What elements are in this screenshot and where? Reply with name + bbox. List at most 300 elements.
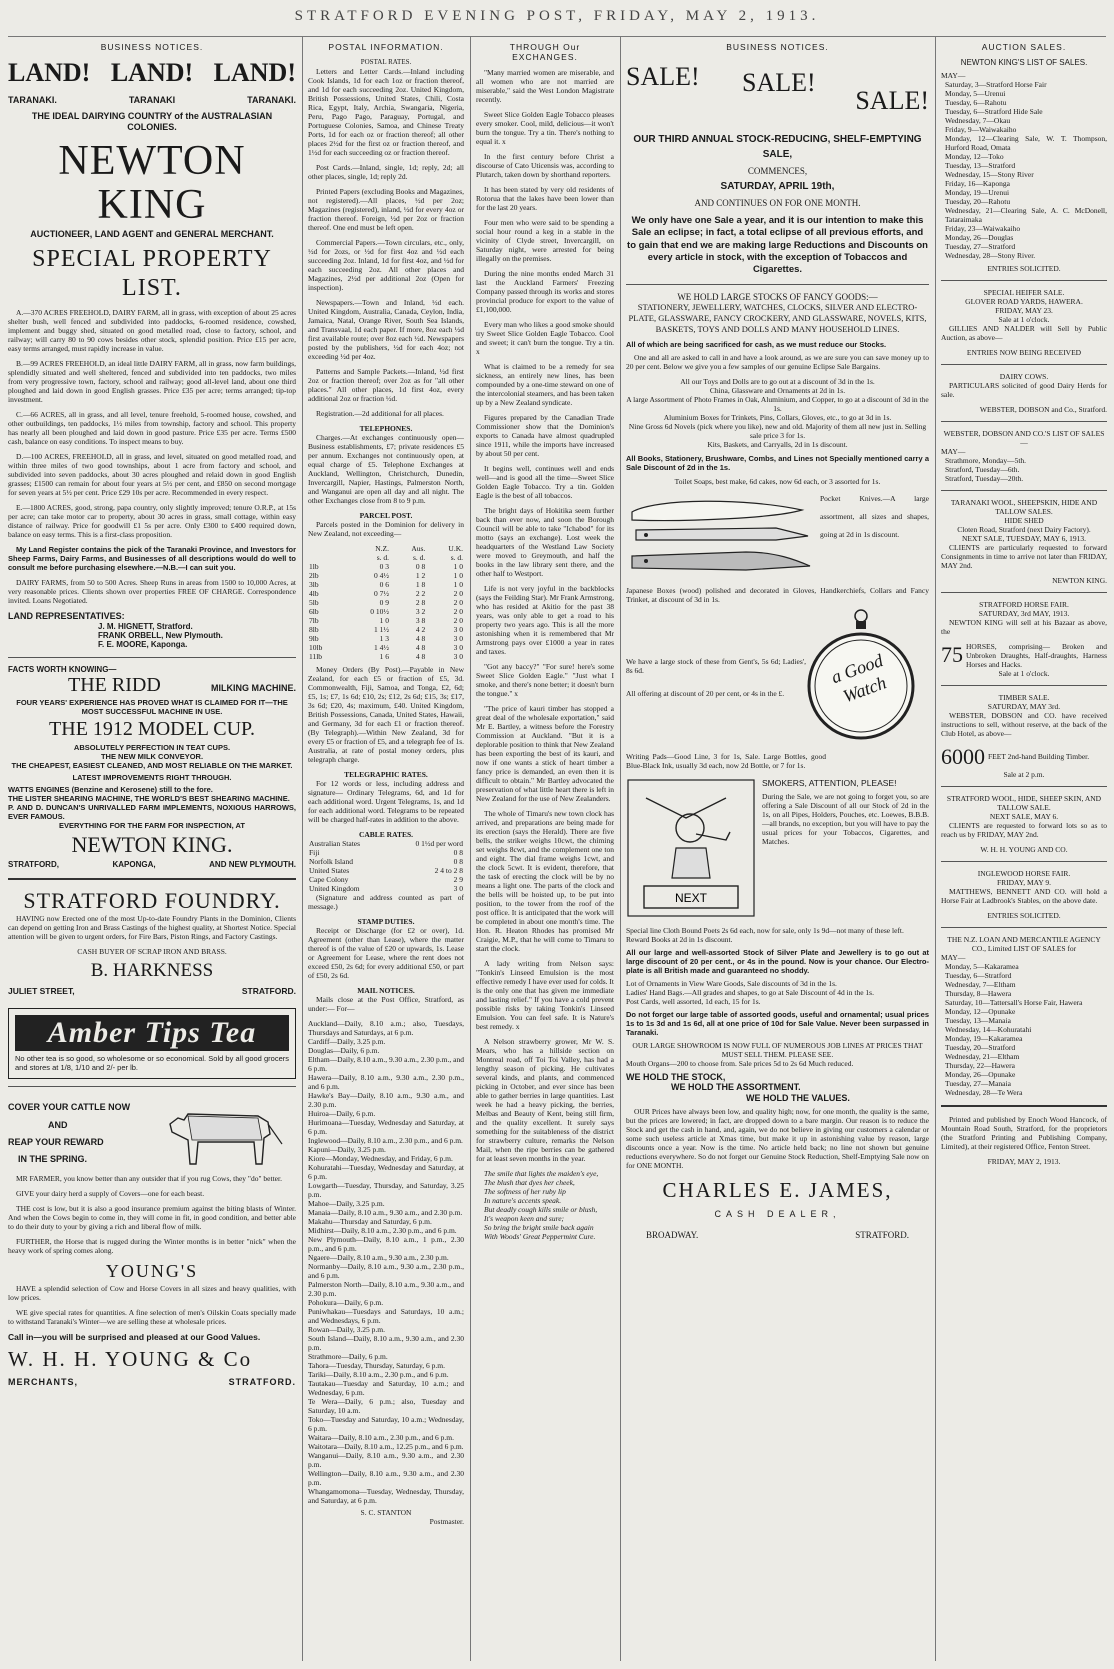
poem-line: It's weapon keen and sure; xyxy=(484,1214,565,1224)
knives-ad xyxy=(626,490,929,582)
list-item: Manaia—Daily, 8.10 a.m., 9.30 a.m., and 2.30 p.m. xyxy=(308,1207,463,1217)
property-item: A.—370 ACRES FREEHOLD, DAIRY FARM, all in grass, with exception of about 25 acres shelter bush, well fenced and subdivided into paddocks, 6-roomed residence, cowshed, implement and buggy shed, situated on good metalled road, close to factory, school, and railway; will carry 80 to 90 cows besides other stock, splendid position. Price £15 per acre, easy terms arranged, must rapidly increase in value. xyxy=(8,307,296,353)
taranaki-word: TARANAKI xyxy=(128,94,176,105)
list-item: Mahoe—Daily, 3.25 p.m. xyxy=(308,1198,385,1208)
news-item: What is claimed to be a remedy for sea sickness, an entirely new lines, has been compounded by a one-time steward on one of the intercolonial steamers, and has been taken up by a New Zealand syndicate. xyxy=(476,362,614,408)
newton-king-2: NEWTON KING. xyxy=(71,832,233,858)
list-item: Saturday, 10—Tattersall's Horse Fair, Hawera xyxy=(945,998,1083,1008)
reps-list xyxy=(8,622,296,650)
perfection: ABSOLUTELY PERFECTION IN TEAT CUPS. xyxy=(73,743,231,753)
smokers-text-block xyxy=(756,778,929,918)
mouth-organs: Mouth Organs—200 to choose from. Sale prices 5d to 2s 6d Much reduced. xyxy=(626,1058,854,1068)
poem xyxy=(476,1169,614,1241)
list-item: Stratford, Tuesday—6th. xyxy=(945,464,1020,474)
list-item: All our Toys and Dolls are to go out at a discount of 3d in the 1s. xyxy=(680,376,875,386)
parcel-heading: PARCEL POST. xyxy=(359,510,413,520)
table-row: 1lb 0 3 0 8 1 0 xyxy=(309,561,463,571)
duncan: P. AND D. DUNCAN'S UNRIVALLED FARM IMPLEMENTS, NOXIOUS HARROWS, EVER FAMOUS. xyxy=(8,803,296,822)
entries-solicited: ENTRIES SOLICITED. xyxy=(987,263,1061,273)
column-heading: POSTAL INFORMATION. xyxy=(328,42,444,52)
column-heading: THROUGH Our EXCHANGES. xyxy=(509,42,581,63)
list-item: Nine Gross 6d Novels (pick where you like), new and old. Majority of them all new just in. Selling sale price 3 for 1s. xyxy=(628,421,927,440)
list-item: Tuesday, 27—Manaia xyxy=(945,1079,1011,1089)
list-item: Cardiff—Daily, 3.25 p.m. xyxy=(308,1036,386,1046)
news-item: Figures prepared by the Canadian Trade Commissioner show that the Dominion's exports to Canada have almost quadrupled since 1911, while the imports have increased by about 50 per cent. xyxy=(476,413,614,459)
sale-word: SALE! xyxy=(855,86,929,116)
poem-line: In nature's accents speak. xyxy=(484,1196,562,1206)
list-item: Tautakau—Tuesday and Saturday, 10 a.m.; and Wednesday, 6 p.m. xyxy=(308,1378,464,1397)
third-annual: OUR THIRD ANNUAL STOCK-REDUCING, SHELF-EMPTYING SALE, xyxy=(633,134,922,161)
list-item: Waitotara—Daily, 8.10 a.m., 12.25 p.m., and 6 p.m. xyxy=(308,1441,464,1451)
property-item: D.—100 ACRES, FREEHOLD, all in grass, and level, situated on good metalled road, and within three miles of two good townships, about 1 acre from factory and school, and subdivided into seven paddocks, about 30 acres ploughed and relaid down in good English grasses; £1500 can remain for about four years at 5½ per cent, and £850 on second mortgage for seven years at 5½ per cent. Price £29 10s per acre. Recommended in every respect. xyxy=(8,451,296,497)
harkness: B. HARKNESS xyxy=(90,959,214,981)
list-item: A large Assortment of Photo Frames in Oak, Aluminium, and Copper, to go at a discount of 3d in the 1s. xyxy=(626,394,929,413)
taranaki-row xyxy=(8,95,296,106)
list-item: Huiroa—Daily, 6 p.m. xyxy=(308,1108,376,1118)
list-item: Rowan—Daily, 3.25 p.m. xyxy=(308,1324,386,1334)
poem-line: With Woods' Great Peppermint Cure. xyxy=(484,1232,596,1242)
poem-line: But deadly cough kills smile or blush, xyxy=(484,1205,598,1215)
table-row: 10lb 1 4½ 4 8 3 0 xyxy=(309,642,463,652)
cash-dealer: CASH DEALER, xyxy=(714,1209,841,1220)
list-item: Wednesday, 21—Eltham xyxy=(945,1052,1020,1062)
postmaster-sig: S. C. STANTON xyxy=(360,1507,412,1517)
youngs-title: YOUNG'S xyxy=(105,1260,199,1281)
ridd-title: THE RIDD xyxy=(68,674,161,697)
money-orders: Money Orders (By Post).—Payable in New Zealand, for each £5 or fraction of £5, 3d. Commonwealth, Fiji, Samoa, and Tonga, £2, 6d; £5, 1s; £7, 1s 6d; £10, 2s; £12, 2s 6d; £15, 3s; £17, 3s 6d; £20, 4s; maximum, £40. United Kingdom, British Possessions, Canada, United States, Hawaii, and Germany, 3d for each £1 or fraction thereof. (By Telegraph).—Within New Zealand, 3d for every £5 or fraction of £5, and a telegraph fee of 1s. Australia, at rate of postal money orders, plus telegraph charge. xyxy=(308,664,464,764)
wool-sales: TARANAKI WOOL, SHEEPSKIN, HIDE AND TALLOW SALES. xyxy=(950,497,1098,516)
news-item: Four men who were said to be spending a social hour round a keg in a stable in the vicinity of Clyde street, Invercargill, on Saturday night, were arrested for being illegally on the premises. xyxy=(476,218,614,264)
list-item: Wednesday, 14—Kohuratahi xyxy=(945,1025,1032,1035)
nk-sig: NEWTON KING. xyxy=(1052,575,1107,585)
address-street: JULIET STREET, xyxy=(8,986,75,997)
telegraphic-heading: TELEGRAPHIC RATES. xyxy=(344,769,428,779)
land-word: LAND! xyxy=(213,58,296,88)
list-item: Puniwhakau—Tuesdays and Saturdays, 10 a.m.; and Wednesdays, 6 p.m. xyxy=(308,1306,464,1325)
list-item: Kohuratahi—Tuesday, Wednesday and Saturday, at 6 p.m. xyxy=(308,1162,464,1181)
table-row: Norfolk Island 0 8 xyxy=(309,856,463,866)
forget-table: Do not forget our large table of assorted goods, useful and ornamental; usual prices 1s to 1s 3d and 1s 6d, all at one price of 10d for Sale Value. Never been surpassed in Taranaki. xyxy=(626,1009,929,1037)
list-item: Makahu—Thursday and Saturday, 6 p.m. xyxy=(308,1216,432,1226)
mail-heading: MAIL NOTICES. xyxy=(357,985,415,995)
cheapest: THE CHEAPEST, EASIEST CLEANED, AND MOST RELIABLE ON THE MARKET. xyxy=(11,761,293,771)
news-item: During the nine months ended March 31 last the Auckland Farmers' Freezing Company passed through its works and stores provincial produce for export to the value of £1,100,000. xyxy=(476,269,614,315)
watch-graphic xyxy=(806,608,916,748)
table-row: 5lb 0 9 2 8 2 0 xyxy=(309,597,463,607)
list-item: Wednesday, 7—Okau xyxy=(945,115,1011,125)
table-row: 7lb 1 0 3 8 2 0 xyxy=(309,615,463,625)
list-item: Saturday, 3—Stratford Horse Fair xyxy=(945,79,1047,89)
watch-label: a Good Watch xyxy=(828,649,889,706)
sale-word: SALE! xyxy=(626,62,700,92)
news-item: In the first century before Christ a discourse of Cato Uticensis was, according to Plutarch, taken down by shorthand reporters. xyxy=(476,152,614,180)
column-postal-information xyxy=(308,40,464,1660)
clients-2: CLIENTS are requested to forward lots so as to reach us by FRIDAY, MAY 2nd. xyxy=(941,821,1107,840)
foundry-title: STRATFORD FOUNDRY. xyxy=(23,887,281,913)
friday-23: FRIDAY, MAY 23. xyxy=(995,305,1053,315)
sale-date: SATURDAY, APRIL 19th, xyxy=(720,180,835,192)
dairy-farms: DAIRY FARMS, from 50 to 500 Acres. Sheep Runs in areas from 1500 to 10,000 Acres, at very reasonable prices. Clients shown over properties FREE OF CHARGE. Correspondence invited. Loans Negotiated. xyxy=(8,577,296,605)
nz-loan: THE N.Z. LOAN AND MERCANTILE AGENCY CO., Limited LIST OF SALES for xyxy=(947,935,1101,954)
hold-stocks: WE HOLD LARGE STOCKS OF FANCY GOODS:— xyxy=(677,291,878,302)
special-property-title: SPECIAL PROPERTY LIST. xyxy=(32,246,272,301)
land-register: My Land Register contains the pick of the Taranaki Province, and Investors for Sheep Farms, Dairy Farms, and Businesses of all descriptions would do well to consult me before purchasing elsewhere.—N.B.—I can suit you. xyxy=(8,544,296,572)
list-item: Midhirst—Daily, 8.10 a.m., 2.30 p.m., and 6 p.m. xyxy=(308,1225,457,1235)
table-row: 2lb 0 4½ 1 2 1 0 xyxy=(309,570,463,580)
invite: One and all are asked to call in and have a look around, as we are sure you can save money up to 20 per cent. Below we give you a few samples of our genuine Eclipse Sale Bargains. xyxy=(626,352,929,371)
list-item: Monday, 12—Toko xyxy=(945,151,1004,161)
taranaki-word: TARANAKI. xyxy=(247,94,296,105)
youngs-para: WE give special rates for quantities. A fine selection of men's Oilskin Coats specially made to withstand Taranaki's Winter—we are selling these at wholesale prices. xyxy=(8,1307,296,1326)
smokers-title: SMOKERS, ATTENTION, PLEASE! xyxy=(762,777,897,788)
list-item: Monday, 26—Opunake xyxy=(945,1070,1016,1080)
latest: LATEST IMPROVEMENTS RIGHT THROUGH. xyxy=(72,773,232,783)
feet-text: FEET 2nd-hand Building Timber. xyxy=(988,752,1090,762)
table-row: Australian States 0 1½d per word xyxy=(309,838,463,848)
list-item: Monday, 12—Opunake xyxy=(945,1007,1016,1017)
lister: THE LISTER SHEARING MACHINE, THE WORLD'S BEST SHEARING MACHINE. xyxy=(8,794,290,804)
continues: AND CONTINUES ON FOR ONE MONTH. xyxy=(694,198,861,209)
watch-ad xyxy=(626,608,929,748)
sale-one: Sale at 1 o'clock. xyxy=(998,314,1050,324)
list-item: Tuesday, 20—Stratford xyxy=(945,1043,1016,1053)
ridd-row xyxy=(8,674,296,698)
cover-cattle: COVER YOUR CATTLE NOW AND REAP YOUR REWARD IN THE SPRING. xyxy=(8,1102,131,1164)
list-item: Tuesday, 6—Rahotu xyxy=(945,97,1007,107)
taranaki-word: TARANAKI. xyxy=(8,94,57,105)
property-list xyxy=(8,308,296,539)
land-banner xyxy=(8,58,296,89)
column-heading: BUSINESS NOTICES. xyxy=(100,42,204,52)
rep-name: FRANK ORBELL, New Plymouth. xyxy=(98,630,223,640)
sat-3rd-b: SATURDAY, MAY 3rd. xyxy=(987,701,1061,711)
table-row: Fiji 0 8 xyxy=(309,847,463,857)
gillies-nalder: GILLIES AND NALDER will Sell by Public Auction, as above— xyxy=(941,323,1107,342)
webster-sig: WEBSTER, DOBSON and Co., Stratford. xyxy=(979,404,1107,414)
silver-plate: All our large and well-assorted Stock of Silver Plate and Jewellery is to go out at large discount of 20 per cent., or 4s in the pound. Now is your chance. Our Electro-plate is all British made and guaranteed no shoddy. xyxy=(626,947,929,975)
pocket-knife-icon xyxy=(626,490,816,582)
feet-row xyxy=(941,744,1107,770)
list-item: Hawera—Daily, 8.10 a.m., 9.30 a.m., 2.30 p.m., and 6 p.m. xyxy=(308,1072,464,1091)
list-item: China, Glassware and Ornaments at 2d in 1s. xyxy=(709,385,846,395)
list-item: Tuesday, 27—Stratford xyxy=(945,241,1016,251)
clients-1: CLIENTS are particularly requested to forward Consignments in time to arrive not later than FRIDAY, MAY 2nd. xyxy=(941,542,1107,570)
broadway-row: BROADWAY. STRATFORD. xyxy=(646,1229,909,1240)
table-row: Cape Colony 2 9 xyxy=(309,874,463,884)
telegraphic-text: For 12 words or less, including address and signature— Ordinary Telegrams, 6d, and 1d for each additional word. Urgent Telegrams, 1s, and 1d for each additional word. Telegrams to be repeated will be charged half-rates in addition to the above. xyxy=(308,778,464,824)
poem-line: The smile that lights the maiden's eye, xyxy=(484,1169,599,1179)
news-item: Sweet Slice Golden Eagle Tobacco pleases every smoker. Cool, mild, delicious—it won't burn the tongue. Try a tin. There's nothing to equal it. x xyxy=(476,110,614,147)
table-row: 11lb 1 6 4 8 3 0 xyxy=(309,651,463,661)
rep-name: F. E. MOORE, Kaponga. xyxy=(98,640,188,650)
youngs-para: HAVE a splendid selection of Cow and Horse Covers in all sizes and heavy qualities, with low prices. xyxy=(8,1283,296,1302)
news-item: The bright days of Hokitika seem further back than ever now, and soon the Borough Council will be able to take "Ichabod" for its motto (says an exchange). Lost week the headquarters of the Westland Law Society were moved to Greymouth, and half the books in the law library sent there, and the other half to Westport. xyxy=(476,506,614,579)
nk-bazaar: NEWTON KING will sell at his Bazaar as above, the xyxy=(941,617,1107,636)
list-item: Thursday, 22—Hawera xyxy=(945,1061,1015,1071)
land-word: LAND! xyxy=(8,58,91,88)
watts-engines: WATTS ENGINES (Benzine and Kerosene) still to the fore. xyxy=(8,785,213,795)
four-years: FOUR YEARS' EXPERIENCE HAS PROVED WHAT IS CLAIMED FOR IT—THE MOST SUCCESSFUL MACHINE IN USE. xyxy=(16,697,288,716)
list-item: Palmerston North—Daily, 8.10 a.m., 9.30 a.m., and 2.30 p.m. xyxy=(308,1279,464,1298)
post-cards: Post Cards, well assorted, 1d each, 15 for 1s. xyxy=(626,996,761,1006)
mail-list xyxy=(308,1019,464,1505)
list-item: Tuesday, 13—Stratford xyxy=(945,160,1016,170)
column-auction-sales xyxy=(941,40,1107,1660)
fancy-goods: STATIONERY, JEWELLERY, WATCHES, CLOCKS, SILVER AND ELECTRO-PLATE, GLASSWARE, FANCY CROCKERY, AND GLASSWARE, NOVELS, KITS, BASKETS, TOYS AND DOLLS AND MANY HOUSEHOLD LINES. xyxy=(628,302,927,335)
list-item: Eltham—Daily, 8.10 a.m., 9.30 a.m., 2.30 p.m., and 6 p.m. xyxy=(308,1054,464,1073)
list-item: Hurimoana—Tuesday, Wednesday and Saturday, at 6 p.m. xyxy=(308,1117,464,1136)
list-item: Hawke's Bay—Daily, 8.10 a.m., 9.30 a.m., and 2.30 p.m. xyxy=(308,1090,464,1109)
japanese-boxes: Japanese Boxes (wood) polished and decorated in Gloves, Handkerchiefs, Collars and Fancy Trinket, at discount of 3d in 1s. xyxy=(626,585,929,604)
list-item: Wednesday, 28—Te Wera xyxy=(945,1088,1023,1098)
column-rule xyxy=(935,36,936,1661)
list-item: Monday, 19—Kakaramea xyxy=(945,1034,1023,1044)
table-row: 8lb 1 1½ 4 2 3 0 xyxy=(309,624,463,634)
amber-tips-logo: Amber Tips Tea xyxy=(15,1015,289,1050)
list-item: Kits, Baskets, and Carryalls, 2d in 1s discount. xyxy=(707,439,848,449)
auctioneer-line: AUCTIONEER, LAND AGENT and GENERAL MERCHANT. xyxy=(30,228,274,239)
column-heading: AUCTION SALES. xyxy=(981,42,1067,52)
nk-sales-list xyxy=(941,80,1107,260)
news-item: "Many married women are miserable, and all women who are not married are miserable," said the West London Magistrate recently. xyxy=(476,68,614,105)
imprint: Printed and published by Enoch Wood Hancock, of Mountain Road South, Stratford, for the proprietors (the Stratford Printing and Publishing Company, Limited), at their registered Office, Fenton Street. xyxy=(941,1115,1107,1152)
month-label: MAY— xyxy=(941,446,966,456)
commences: COMMENCES, xyxy=(747,166,808,177)
writing-pads: Writing Pads—Good Line, 3 for 1s, Sale. Large Bottles, good Blue-Black Ink, usually 3d each, now 2d Bottle, or 7 for 1s. xyxy=(626,751,826,770)
list-item: Te Wera—Daily, 6 p.m.; also, Tuesday and Saturday, 10 a.m. xyxy=(308,1396,464,1415)
list-item: Wanganui—Daily, 8.10 a.m., 9.30 a.m., and 2.30 p.m. xyxy=(308,1450,464,1469)
news-item: It begins well, continues well and ends well—and is good all the time—Sweet Slice Golden Eagle Tobacco. Try a tin. Golden Eagle is the best of all tobaccos. xyxy=(476,464,614,501)
column-rule xyxy=(302,36,303,1661)
next-may-6: NEXT SALE, MAY 6. xyxy=(989,812,1059,822)
column-business-notices-2 xyxy=(626,40,929,1660)
poem-line: So bring the bright smile back again xyxy=(484,1223,594,1233)
list-item: Monday, 5—Urenui xyxy=(945,88,1006,98)
nk-sales-title: NEWTON KING'S LIST OF SALES. xyxy=(960,58,1088,68)
model-cup: THE 1912 MODEL CUP. xyxy=(49,717,255,740)
month-label: MAY— xyxy=(941,953,966,963)
ideal-dairying: THE IDEAL DAIRYING COUNTRY of the AUSTRALASIAN COLONIES. xyxy=(31,111,273,132)
hide-shed: HIDE SHED xyxy=(1004,515,1044,525)
next-sign: NEXT xyxy=(674,890,708,905)
list-item: Wellington—Daily, 8.10 a.m., 9.30 a.m., and 2.30 p.m. xyxy=(308,1468,464,1487)
list-item: Friday, 16—Kaponga xyxy=(945,178,1010,188)
knives-text: Pocket Knives.—A large assortment, all sizes and shapes, going at 2d in 1s discount. xyxy=(820,493,929,539)
stratford-wool: STRATFORD WOOL, HIDE, SHEEP SKIN, AND TALLOW SALE. xyxy=(946,794,1102,813)
amber-tips-text: No other tea is so good, so wholesome or so economical. Sold by all good grocers and stores at 1/8, 1/10 and 2/- per lb. xyxy=(15,1053,289,1072)
postal-para: Registration.—2d additional for all places. xyxy=(316,408,444,418)
list-item: Tuesday, 13—Manaia xyxy=(945,1016,1011,1026)
town: AND NEW PLYMOUTH. xyxy=(209,860,296,870)
news-item: A lady writing from Nelson says: "Tonkin's Linseed Emulsion is the most effective remedy I have ever used for colds. It is the only one that has given me immediate and lasting relief." If you have a cold prevent possible risks by taking Tonkin's Linseed Emulsion. You can feel safe. It is Nature's best remedy. x xyxy=(476,959,614,1032)
showroom: OUR LARGE SHOWROOM IS NOW FULL OF NUMEROUS JOB LINES AT PRICES THAT MUST SELL THEM. PLEASE SEE. xyxy=(632,1040,923,1059)
table-row: 3lb 0 6 1 8 1 0 xyxy=(309,579,463,589)
cloten-road: Cloten Road, Stratford (next Dairy Factory). xyxy=(957,524,1091,534)
list-item: Wednesday, 21—Clearing Sale, A. C. McDonell, Tataraimaka xyxy=(945,205,1107,224)
month-label: MAY— xyxy=(941,70,966,80)
stamp-heading: STAMP DUTIES. xyxy=(357,916,415,926)
list-item: Strathmore—Daily, 6 p.m. xyxy=(308,1351,388,1361)
nz-loan-list xyxy=(941,962,1107,1097)
news-item: A Nelson strawberry grower, Mr W. S. Mears, who has a hillside section on Montreal road, off Toi Toi Valley, has had a lengthy season of picking. He cultivates several kinds, and plants, and commenced picking in October, and ever since has been able to gather berries in large quantities. Last week he had a heavy picking, the berries, Melbas and Beauty of Kent, being still firm, and the quality excellent. It surely says something for the suitableness of the district for strawberry culture, remarks the Nelson Mail, when the ripe berries can be gathered for at least seven months in the year. xyxy=(476,1037,614,1164)
list-item: Inglewood—Daily, 8.10 a.m., 2.30 p.m., and 6 p.m. xyxy=(308,1135,463,1145)
newton-king-title: NEWTON KING xyxy=(58,137,246,228)
timber-sale: TIMBER SALE. xyxy=(998,692,1050,702)
column-heading: BUSINESS NOTICES. xyxy=(726,42,829,52)
town: STRATFORD, xyxy=(8,860,59,870)
feet-count: 6000 xyxy=(941,743,985,769)
imprint-date: FRIDAY, MAY 2, 1913. xyxy=(987,1157,1061,1167)
sale-intro: We only have one Sale a year, and it is our intention to make this Sale an eclipse; in fact, a total eclipse of all previous efforts, and to gain that end we are making large Reductions and Discounts on every article in stock, with the exception of Tobaccos and Cigarettes. xyxy=(627,215,928,276)
list-item: Lowgarth—Tuesday, Thursday, and Saturday, 3.25 p.m. xyxy=(308,1180,464,1199)
cash-buyer: CASH BUYER OF SCRAP IRON AND BRASS. xyxy=(77,946,227,956)
postal-para: Printed Papers (excluding Books and Magazines, not registered).—All places, ½d per 2oz; Magazines (registered), inland, ½d for every 4oz or fraction thereof. Foreign, ½d per 2oz or fraction thereof. One end must be left open. xyxy=(308,186,464,232)
rep-name: J. M. HIGNETT, Stratford. xyxy=(98,621,193,631)
list-item: Ngaere—Daily, 8.10 a.m., 9.30 a.m., 2.30 p.m. xyxy=(308,1252,449,1262)
list-item: Wednesday, 28—Stony River. xyxy=(945,250,1036,260)
cable-heading: CABLE RATES. xyxy=(358,829,414,839)
list-item: Tariki—Daily, 8.10 a.m., 2.30 p.m., and 6 p.m. xyxy=(308,1369,449,1379)
list-item: Kiore—Monday, Wednesday, and Friday, 6 p.m. xyxy=(308,1153,453,1163)
cable-note: (Signature and address counted as part of message.) xyxy=(308,892,464,911)
entries-now: ENTRIES NOW BEING RECEIVED xyxy=(966,347,1082,357)
list-item: Waitara—Daily, 8.10 a.m., 2.30 p.m., and 6 p.m. xyxy=(308,1432,454,1442)
wd-list xyxy=(941,456,1107,483)
merchants-row: MERCHANTS, STRATFORD. xyxy=(8,1376,296,1387)
land-word: LAND! xyxy=(110,58,194,88)
list-item: Auckland—Daily, 8.10 a.m.; also, Tuesdays, Thursdays and Saturdays, at 6 p.m. xyxy=(308,1018,464,1037)
list-item: Strathmore, Monday—5th. xyxy=(945,455,1027,465)
charles-james: CHARLES E. JAMES, xyxy=(662,1178,893,1203)
whh-young: W. H. H. YOUNG & Co xyxy=(8,1346,253,1371)
list-item: Kapuni—Daily, 3.25 p.m. xyxy=(308,1144,386,1154)
list-item: Tuesday, 6—Stratford Hide Sale xyxy=(945,106,1043,116)
sacrificed: All of which are being sacrificed for cash, as we must reduce our Stocks. xyxy=(626,339,887,349)
mail-intro: Mails close at the Post Office, Stratford, as under:— For— xyxy=(308,994,464,1013)
list-item: Monday, 19—Urenui xyxy=(945,187,1010,197)
farmer-para: THE cost is low, but it is also a good insurance premium against the biting blasts of Winter. And when the Cows begin to come in, they will come in fit, in good condition, and better able to do their duty to your by giving a rich and liberal flow of milk. xyxy=(8,1203,296,1231)
news-item: The whole of Timaru's new town clock has arrived, and preparations are being made for its erection (says the Herald). There are five bells, the striker weighs 10cwt, the chiming set weighs 8cwt, and the complement one ton and eight. The dial frame weighs 1cwt, and the clock 5cwt. It is evident, therefore, that the task of erecting the clock will be by no means a light one. The parts of the clock and the bells will be hoisted up, to be put into position, to the tower from the roof of the post office. It is anticipated that the work will be completed in about one month's time. The Hon. R. Heaton Rhodes has promised Mr Craigie, M.P., that he will come to Timaru to start the clock. xyxy=(476,809,614,954)
heifer-sale: SPECIAL HEIFER SALE. xyxy=(983,287,1065,297)
smokers-ad xyxy=(626,778,929,918)
wd-title: WEBSTER, DOBSON AND CO.'S LIST OF SALES— xyxy=(943,428,1105,447)
hand-bags: Ladies' Hand Bags.—All grades and shapes, to go at Sale Discount of 4d in the 1s. xyxy=(626,987,874,997)
dairy-cows: DAIRY COWS. xyxy=(999,371,1049,381)
webster-timber: WEBSTER, DOBSON and CO. have received instructions to sell, without reserve, at the back of the Club Hotel, as above— xyxy=(941,710,1107,738)
masthead: STRATFORD EVENING POST, FRIDAY, MAY 2, 1913. xyxy=(294,8,820,24)
inglewood: INGLEWOOD HORSE FAIR. xyxy=(977,869,1071,879)
postmaster-title: Postmaster. xyxy=(429,1516,464,1526)
news-item: Every man who likes a good smoke should try Sweet Slice Golden Eagle Tobacco. Cool and sweet; it can't burn the tongue. Try a tin. x xyxy=(476,320,614,357)
news-item: "Got any baccy?" "For sure! here's some Sweet Slice Golden Eagle." "Just what I smoke, and there's none better; it doesn't burn the tongue." x xyxy=(476,662,614,699)
amber-tips-ad xyxy=(8,1008,296,1078)
column-through-exchanges xyxy=(476,40,614,1660)
list-item: Wednesday, 15—Stony River xyxy=(945,169,1034,179)
parcel-rates-table xyxy=(308,544,464,661)
list-item: New Plymouth—Daily, 8.10 a.m., 1 p.m., 2.30 p.m., and 6 p.m. xyxy=(308,1234,464,1253)
list-item: Monday, 5—Kakaramea xyxy=(945,962,1019,972)
towns-row xyxy=(8,860,296,869)
foundry-text: HAVING now Erected one of the most Up-to-date Foundry Plants in the Dominion, Clients can depend on getting Iron and Brass Castings of the highest quality, at Shortest Notice. Special attention will be given to urgent orders, for Fire Bars, Piston Rings, and Factory Castings. xyxy=(8,913,296,941)
column-business-notices-1 xyxy=(8,40,296,1660)
everything: EVERYTHING FOR THE FARM FOR INSPECTION, AT xyxy=(59,821,245,831)
horses-text: HORSES, comprising— Broken and Unbroken Draughts, Half-draughts, Harness Horses and Hacks. xyxy=(966,641,1107,669)
milking-machine: MILKING MACHINE. xyxy=(211,683,296,694)
toilet-soaps: Toilet Soaps, best make, 6d cakes, now 6d each, or 3 assorted for 1s. xyxy=(674,476,881,486)
youngs-text xyxy=(8,1284,296,1326)
stamp-text: Receipt or Discharge (for £2 or over), 1d. Agreement (other than Lease), where the matter thereof is of the value of £20 or upwards, 1s. Lease or Agreement for Lease, where the rent does not exceed £50, 2s 6d; for every additional £50, or part of £50, 2s 6d. xyxy=(308,925,464,980)
postal-para: Letters and Letter Cards.—Inland including Cook Islands, 1d for each 1oz or fraction thereof, and 1d for each succeeding 2oz. United Kingdom, British Possessions, United States, Chili, Costa Rica, Egypt, Italy, Archia, Swangaria, Nigeria, Peru, Pago Pago, Paraguay, Portugal, and Portuguese Colonies, Samoa, and Chinese Treaty Ports, 1d for each oz or fraction thereof; all other places 2½d for the first oz or fraction thereof, and 1½d for each succeeding oz or fraction thereof. xyxy=(308,66,464,157)
reward-books: Reward Books at 2d in 1s discount. xyxy=(626,934,733,944)
farmer-text xyxy=(8,1174,296,1255)
smokers-text: During the Sale, we are not going to forget you, so are offering a Sale Discount of all our Stock of 2d in the 1s, on all Pipes, Holders, Pouches, etc. Loewes, B.B.B.—all brands, no exception, but you will have to pay the usual prices for your Tobaccos, Cigarettes, and Matches. xyxy=(762,791,929,846)
we-hold: WE HOLD THE STOCK, WE HOLD THE ASSORTMENT. WE HOLD THE VALUES. xyxy=(626,1071,850,1103)
address-town: STRATFORD. xyxy=(241,986,296,997)
table-row: 4lb 0 7½ 2 2 2 0 xyxy=(309,588,463,598)
list-item: Tuesday, 6—Stratford xyxy=(945,971,1012,981)
list-item: Friday, 23—Waiwakaiho xyxy=(945,223,1021,233)
list-item: Douglas—Daily, 6 p.m. xyxy=(308,1045,380,1055)
list-item: South Island—Daily, 8.10 a.m., 9.30 a.m., and 2.30 p.m. xyxy=(308,1333,464,1352)
list-item: Friday, 9—Waiwakaiho xyxy=(945,124,1017,134)
column-rule xyxy=(470,36,471,1661)
town: KAPONGA, xyxy=(112,860,156,870)
farmer-para: FURTHER, the Horse that is rugged during the Winter months is in better "nick" when the heavy work of spring comes along. xyxy=(8,1236,296,1255)
horse-fair: STRATFORD HORSE FAIR. xyxy=(979,599,1069,609)
property-item: C.—66 ACRES, all in grass, and all level, tenure freehold, 5-roomed house, cowshed, and other outbuildings, ten paddocks, 1½ miles from township, factory and school. This property has nearly all been ploughed and laid down in good pasture. Price £35 per acre. Terms £500 cash, balance on easy conditions. To inspect means to buy. xyxy=(8,409,296,446)
list-item: Monday, 26—Douglas xyxy=(945,232,1014,242)
our-prices: OUR Prices have always been low, and quality high; now, for one month, the quality is the same, but the prices are lowered; in fact, are dropped down to a bare margin. Our reason is to reduce the Stock and get the cash in hand, and, again, we do not believe in giving our customers a calendar or some such useless article at Xmas time, but make it up in astonishing value by reason, large discounts once a year. Now is the time. No article held back; no line not shown but genuine reductions everywhere. So do not forget our Genuine Stock Reduction, Shelf-Emptying Sale now on for ONE MONTH. xyxy=(626,1107,929,1171)
cattle-ad-top xyxy=(8,1094,296,1174)
postal-para: Newspapers.—Town and Inland, ½d each. United Kingdom, Australia, Canada, Ceylon, India, Jamaica, Natal, Orange River, South Sea Islands, and Transvaal, 1d each paper. If more, 8oz each ½d first available route; over 8oz each ½d. Newspapers posted by the publishers, ½d for each 4oz; not exceeding ½d per 4oz. xyxy=(308,297,464,361)
farmer-para: MR FARMER, you know better than any outsider that if you rug Cows, they "do" better. xyxy=(16,1173,282,1183)
table-header: N.Z. Aus. U.K. xyxy=(375,543,463,553)
parcel-text: Parcels posted in the Dominion for delivery in New Zealand, not exceeding— xyxy=(308,519,464,538)
cloth-poets: Special line Cloth Bound Poets 2s 6d each, now for sale, only 1s 9d—not many of these left. xyxy=(626,925,904,935)
next-sale: NEXT SALE, TUESDAY, MAY 6, 1913. xyxy=(962,533,1086,543)
matthews: MATTHEWS, BENNETT AND CO. will hold a Horse Fair at Ladbrook's Stables, on the above date. xyxy=(941,887,1107,906)
table-row: 6lb 0 10½ 3 2 2 0 xyxy=(309,606,463,616)
telephones-heading: TELEPHONES. xyxy=(359,423,413,433)
reps-label: LAND REPRESENTATIVES: xyxy=(8,610,125,621)
pipe-smoker-icon xyxy=(626,778,756,918)
list-item: Tahora—Tuesday, Thursday, Saturday, 6 p.m. xyxy=(308,1360,445,1370)
news-item: "The price of kauri timber has stopped a great deal of the wholesale exportation," said Mr E. Bartley, a witness before the Forestry Commission at Auckland. "But it is a deplorable position to think that New Zealand has been exporting the best of its kauri, and now if one wants a stick of heart timber a fancy price is demanded, an even then it is difficult to obtain." Mr Bartley advocated the preservation of what little heart there is left in New Zealand for the use of New Zealanders. xyxy=(476,704,614,804)
whyoung-sig: W. H. H. YOUNG AND CO. xyxy=(980,845,1068,855)
entries-solicited-2: ENTRIES SOLICITED. xyxy=(987,911,1061,921)
juliet-row xyxy=(8,986,296,996)
facts-heading: FACTS WORTH KNOWING— xyxy=(8,664,117,674)
column-rule xyxy=(620,36,621,1661)
watch-text: We have a large stock of these from Gent's, 5s 6d; Ladies', 8s 6d. All offering at discount of 20 per cent, or 4s in the £. xyxy=(626,657,806,698)
postal-para: Post Cards.—Inland, single, 1d; reply, 2d; all other places, single, 1d; reply 2d. xyxy=(308,162,464,181)
postal-para: Commercial Papers.—Town circulars, etc., only, ½d for 2ozs, or ½d for first 4oz and ½d each succeeding 2oz. Inland, 1d for first 4oz, and ½d for each succeeding 2oz. All other places and Magazines, 2½d per additional 2oz (Open for inspection). xyxy=(308,237,464,292)
table-row: 9lb 1 3 4 8 3 0 xyxy=(309,633,463,643)
sale-two: Sale at 2 p.m. xyxy=(1003,770,1045,780)
list-item: Thursday, 8—Hawera xyxy=(945,989,1012,999)
list-item: Toko—Tuesday and Saturday, 10 a.m.; Wednesday, 6 p.m. xyxy=(308,1414,464,1433)
telephones-text: Charges.—At exchanges continuously open—Business establishments, £7; private residences £5 per annum. Exchanges not continuously open, at equal charge of £5. Telephone Exchanges at Auckland, Wellington, Christchurch, Dunedin, Invercargill, Napier, Hastings, Palmerston North, and Wanganui are open all day and all night. The other Exchanges close from 8 to 9 p.m. xyxy=(308,432,464,505)
books-discount: All Books, Stationery, Brushware, Combs, and Lines not Specially mentioned carry a Sale Discount of 2d in the 1s. xyxy=(626,453,929,472)
sale-word: SALE! xyxy=(742,68,816,98)
list-item: Wednesday, 7—Eltham xyxy=(945,980,1016,990)
list-item: Aluminium Boxes for Trinkets, Pins, Collars, Gloves, etc., to go at 3d in 1s. xyxy=(663,412,892,422)
sale-one-2: Sale at 1 o'clock. xyxy=(998,668,1050,678)
postal-rates-sub: POSTAL RATES. xyxy=(360,58,412,67)
list-item: Stratford, Tuesday—20th. xyxy=(945,473,1024,483)
sat-3rd: SATURDAY, 3rd MAY, 1913. xyxy=(978,608,1070,618)
property-item: B.—99 ACRES FREEHOLD, an ideal little DAIRY FARM, all in grass, now farm buildings, splendidly situated and well sheltered, fenced and subdivided into ten paddocks, two miles from very progressive town, factory, school and railway; good all-level land, about one third ploughed and laid down in good English grasses. Price £35 per acre; terms arranged; tip-top investment. xyxy=(8,358,296,404)
